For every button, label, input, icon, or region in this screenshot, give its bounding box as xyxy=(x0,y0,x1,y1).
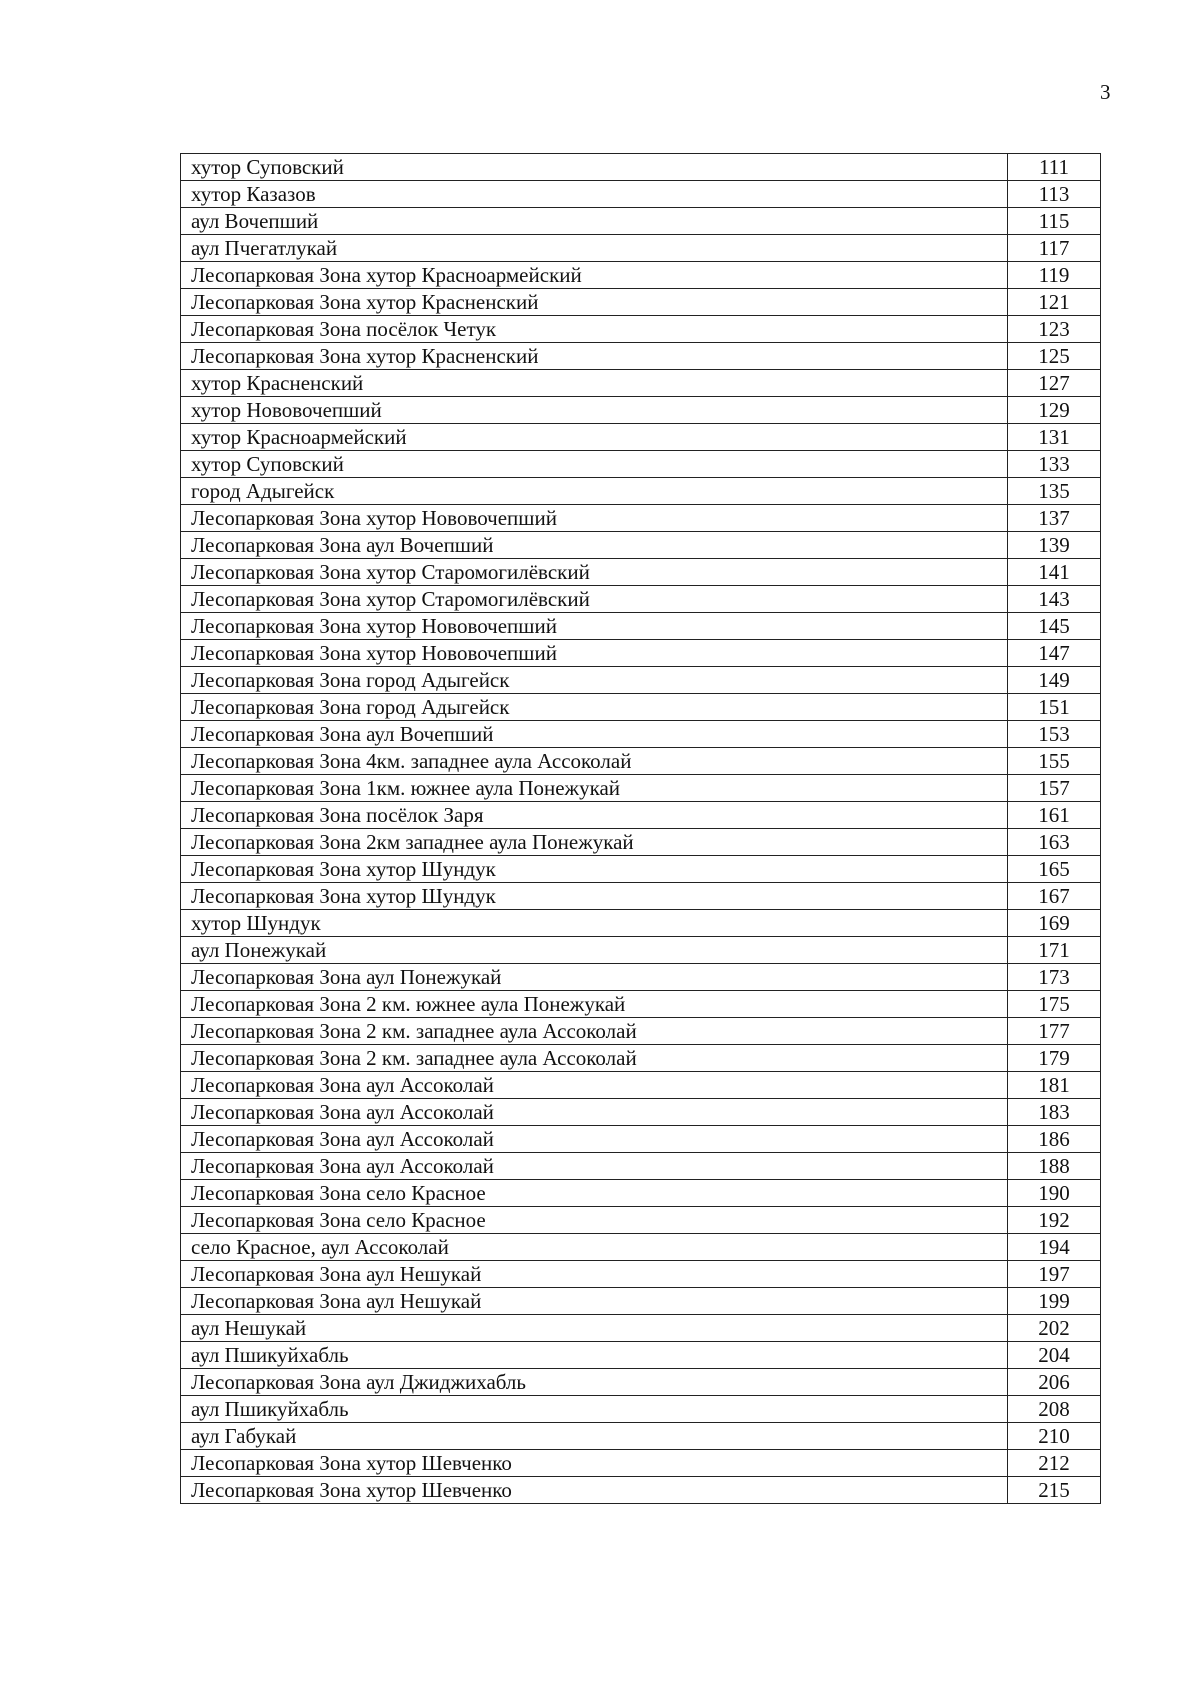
page-number: 3 xyxy=(1100,80,1111,104)
table-row xyxy=(181,397,1101,424)
row-number-cell: 192 xyxy=(1008,1207,1101,1234)
row-name-cell: Лесопарковая Зона 1км. южнее аула Понежукай xyxy=(181,775,1008,802)
row-name-cell: город Адыгейск xyxy=(181,478,1008,505)
table-row xyxy=(181,964,1101,991)
row-name-cell: аул Нешукай xyxy=(181,1315,1008,1342)
table-row xyxy=(181,1207,1101,1234)
row-number-cell: 141 xyxy=(1008,559,1101,586)
row-name-cell: Лесопарковая Зона аул Ассоколай xyxy=(181,1153,1008,1180)
table-row xyxy=(181,721,1101,748)
table-row xyxy=(181,532,1101,559)
table-row xyxy=(181,1315,1101,1342)
row-number-cell: 169 xyxy=(1008,910,1101,937)
table-row xyxy=(181,1288,1101,1315)
table-row xyxy=(181,478,1101,505)
row-name-cell: Лесопарковая Зона хутор Красненский xyxy=(181,289,1008,316)
row-number-cell: 157 xyxy=(1008,775,1101,802)
row-number-cell: 199 xyxy=(1008,1288,1101,1315)
row-name-cell: Лесопарковая Зона хутор Нововочепший xyxy=(181,505,1008,532)
row-name-cell: Лесопарковая Зона хутор Нововочепший xyxy=(181,613,1008,640)
row-name-cell: Лесопарковая Зона аул Вочепший xyxy=(181,532,1008,559)
table-row xyxy=(181,802,1101,829)
table-row xyxy=(181,1099,1101,1126)
table-row xyxy=(181,559,1101,586)
table-row xyxy=(181,424,1101,451)
table-row xyxy=(181,1180,1101,1207)
row-number-cell: 133 xyxy=(1008,451,1101,478)
row-number-cell: 194 xyxy=(1008,1234,1101,1261)
row-name-cell: хутор Суповский xyxy=(181,451,1008,478)
row-number-cell: 127 xyxy=(1008,370,1101,397)
table-row xyxy=(181,343,1101,370)
table-row xyxy=(181,235,1101,262)
row-number-cell: 143 xyxy=(1008,586,1101,613)
row-name-cell: Лесопарковая Зона 2 км. западнее аула Ассоколай xyxy=(181,1045,1008,1072)
row-name-cell: Лесопарковая Зона хутор Старомогилёвский xyxy=(181,586,1008,613)
row-number-cell: 131 xyxy=(1008,424,1101,451)
table-row xyxy=(181,829,1101,856)
row-number-cell: 206 xyxy=(1008,1369,1101,1396)
row-number-cell: 145 xyxy=(1008,613,1101,640)
table-row xyxy=(181,451,1101,478)
row-name-cell: аул Вочепший xyxy=(181,208,1008,235)
row-number-cell: 139 xyxy=(1008,532,1101,559)
row-name-cell: Лесопарковая Зона хутор Шевченко xyxy=(181,1450,1008,1477)
table-row xyxy=(181,289,1101,316)
table-row xyxy=(181,1045,1101,1072)
row-name-cell: Лесопарковая Зона аул Ассоколай xyxy=(181,1072,1008,1099)
table-row xyxy=(181,1126,1101,1153)
table-row xyxy=(181,1477,1101,1504)
row-name-cell: Лесопарковая Зона город Адыгейск xyxy=(181,667,1008,694)
table-row xyxy=(181,370,1101,397)
row-name-cell: Лесопарковая Зона 4км. западнее аула Ассоколай xyxy=(181,748,1008,775)
row-number-cell: 125 xyxy=(1008,343,1101,370)
row-number-cell: 137 xyxy=(1008,505,1101,532)
row-name-cell: аул Пшикуйхабль xyxy=(181,1396,1008,1423)
table-row xyxy=(181,1369,1101,1396)
row-number-cell: 171 xyxy=(1008,937,1101,964)
row-name-cell: Лесопарковая Зона аул Вочепший xyxy=(181,721,1008,748)
row-number-cell: 175 xyxy=(1008,991,1101,1018)
row-name-cell: Лесопарковая Зона аул Ассоколай xyxy=(181,1126,1008,1153)
row-number-cell: 181 xyxy=(1008,1072,1101,1099)
table-row xyxy=(181,883,1101,910)
table-row xyxy=(181,181,1101,208)
row-number-cell: 167 xyxy=(1008,883,1101,910)
row-number-cell: 121 xyxy=(1008,289,1101,316)
row-name-cell: хутор Казазов xyxy=(181,181,1008,208)
row-number-cell: 119 xyxy=(1008,262,1101,289)
row-number-cell: 202 xyxy=(1008,1315,1101,1342)
row-number-cell: 183 xyxy=(1008,1099,1101,1126)
table-row xyxy=(181,640,1101,667)
row-number-cell: 115 xyxy=(1008,208,1101,235)
row-name-cell: Лесопарковая Зона аул Нешукай xyxy=(181,1288,1008,1315)
row-name-cell: Лесопарковая Зона хутор Шундук xyxy=(181,883,1008,910)
table-row xyxy=(181,937,1101,964)
row-name-cell: аул Пчегатлукай xyxy=(181,235,1008,262)
row-name-cell: Лесопарковая Зона село Красное xyxy=(181,1207,1008,1234)
row-number-cell: 177 xyxy=(1008,1018,1101,1045)
row-name-cell: Лесопарковая Зона аул Джиджихабль xyxy=(181,1369,1008,1396)
table-row xyxy=(181,1261,1101,1288)
row-name-cell: село Красное, аул Ассоколай xyxy=(181,1234,1008,1261)
row-name-cell: Лесопарковая Зона хутор Красненский xyxy=(181,343,1008,370)
row-number-cell: 135 xyxy=(1008,478,1101,505)
row-number-cell: 129 xyxy=(1008,397,1101,424)
row-number-cell: 186 xyxy=(1008,1126,1101,1153)
row-name-cell: Лесопарковая Зона хутор Шевченко xyxy=(181,1477,1008,1504)
table-body xyxy=(181,154,1101,1504)
row-number-cell: 117 xyxy=(1008,235,1101,262)
table-row xyxy=(181,316,1101,343)
row-name-cell: аул Понежукай xyxy=(181,937,1008,964)
row-number-cell: 155 xyxy=(1008,748,1101,775)
row-number-cell: 163 xyxy=(1008,829,1101,856)
row-number-cell: 190 xyxy=(1008,1180,1101,1207)
row-number-cell: 113 xyxy=(1008,181,1101,208)
row-number-cell: 149 xyxy=(1008,667,1101,694)
row-name-cell: Лесопарковая Зона 2 км. западнее аула Ассоколай xyxy=(181,1018,1008,1045)
row-name-cell: Лесопарковая Зона 2 км. южнее аула Понежукай xyxy=(181,991,1008,1018)
row-number-cell: 151 xyxy=(1008,694,1101,721)
row-number-cell: 161 xyxy=(1008,802,1101,829)
row-number-cell: 204 xyxy=(1008,1342,1101,1369)
table-row xyxy=(181,1018,1101,1045)
table-row xyxy=(181,208,1101,235)
table-row xyxy=(181,1072,1101,1099)
row-number-cell: 215 xyxy=(1008,1477,1101,1504)
table-row xyxy=(181,1423,1101,1450)
row-name-cell: Лесопарковая Зона 2км западнее аула Понежукай xyxy=(181,829,1008,856)
row-number-cell: 153 xyxy=(1008,721,1101,748)
row-number-cell: 210 xyxy=(1008,1423,1101,1450)
row-name-cell: хутор Нововочепший xyxy=(181,397,1008,424)
row-name-cell: Лесопарковая Зона хутор Старомогилёвский xyxy=(181,559,1008,586)
row-name-cell: Лесопарковая Зона хутор Шундук xyxy=(181,856,1008,883)
row-name-cell: Лесопарковая Зона аул Ассоколай xyxy=(181,1099,1008,1126)
row-number-cell: 208 xyxy=(1008,1396,1101,1423)
table-row xyxy=(181,991,1101,1018)
table-row xyxy=(181,910,1101,937)
table-row xyxy=(181,1153,1101,1180)
table-row xyxy=(181,586,1101,613)
row-name-cell: аул Габукай xyxy=(181,1423,1008,1450)
row-name-cell: Лесопарковая Зона посёлок Четук xyxy=(181,316,1008,343)
row-name-cell: хутор Шундук xyxy=(181,910,1008,937)
row-name-cell: Лесопарковая Зона посёлок Заря xyxy=(181,802,1008,829)
table-row xyxy=(181,667,1101,694)
row-number-cell: 123 xyxy=(1008,316,1101,343)
table-row xyxy=(181,1234,1101,1261)
row-name-cell: хутор Суповский xyxy=(181,154,1008,181)
row-number-cell: 212 xyxy=(1008,1450,1101,1477)
row-number-cell: 111 xyxy=(1008,154,1101,181)
table-row xyxy=(181,694,1101,721)
table-row xyxy=(181,748,1101,775)
table-row xyxy=(181,1450,1101,1477)
table-row xyxy=(181,775,1101,802)
row-name-cell: хутор Красноармейский xyxy=(181,424,1008,451)
table-row xyxy=(181,613,1101,640)
row-number-cell: 147 xyxy=(1008,640,1101,667)
table-row xyxy=(181,262,1101,289)
table-row xyxy=(181,505,1101,532)
row-name-cell: Лесопарковая Зона хутор Красноармейский xyxy=(181,262,1008,289)
row-name-cell: Лесопарковая Зона село Красное xyxy=(181,1180,1008,1207)
row-name-cell: аул Пшикуйхабль xyxy=(181,1342,1008,1369)
row-number-cell: 188 xyxy=(1008,1153,1101,1180)
row-name-cell: Лесопарковая Зона аул Нешукай xyxy=(181,1261,1008,1288)
row-name-cell: хутор Красненский xyxy=(181,370,1008,397)
row-number-cell: 179 xyxy=(1008,1045,1101,1072)
settlement-table xyxy=(180,153,1101,1504)
table-row xyxy=(181,1342,1101,1369)
row-number-cell: 165 xyxy=(1008,856,1101,883)
table-row xyxy=(181,856,1101,883)
row-name-cell: Лесопарковая Зона аул Понежукай xyxy=(181,964,1008,991)
row-number-cell: 173 xyxy=(1008,964,1101,991)
row-number-cell: 197 xyxy=(1008,1261,1101,1288)
table-row xyxy=(181,1396,1101,1423)
row-name-cell: Лесопарковая Зона хутор Нововочепший xyxy=(181,640,1008,667)
row-name-cell: Лесопарковая Зона город Адыгейск xyxy=(181,694,1008,721)
table-row xyxy=(181,154,1101,181)
